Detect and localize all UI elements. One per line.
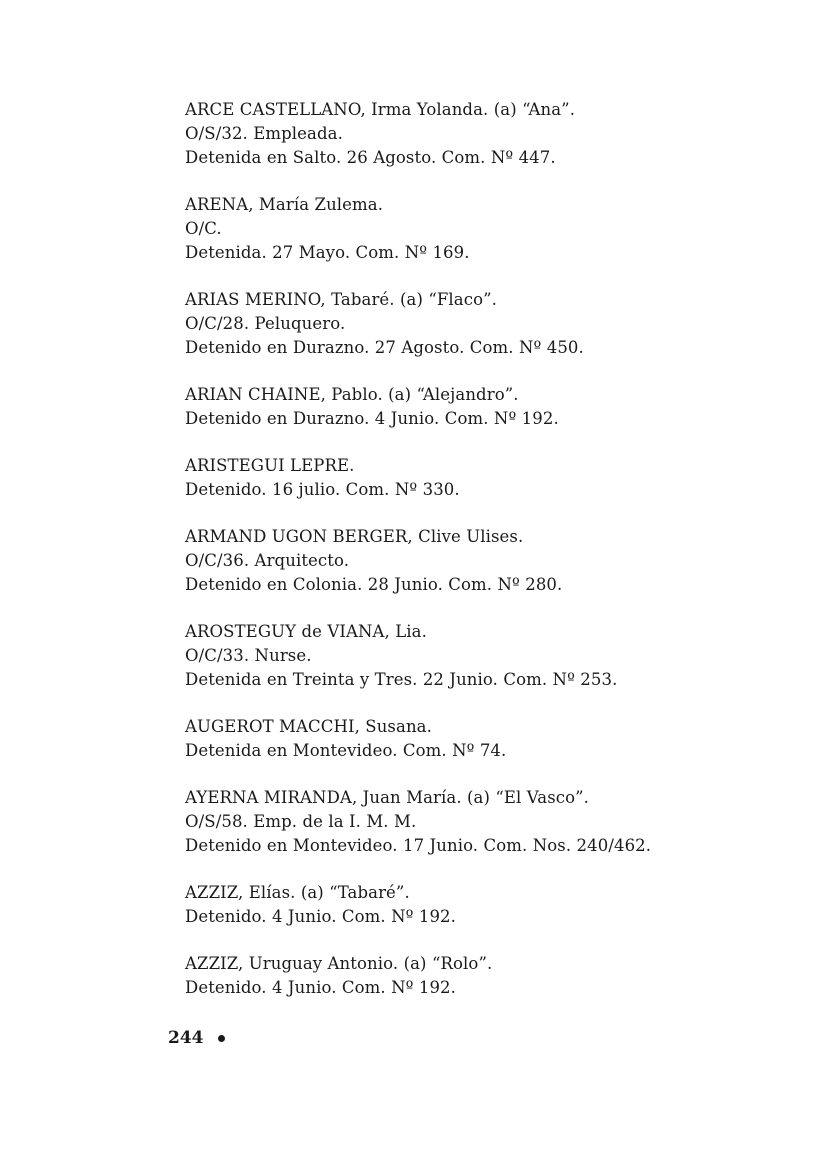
entry-arias-merino xyxy=(185,288,785,360)
entry-detention-line: Detenido en Colonia. 28 Junio. Com. Nº 280. xyxy=(185,575,563,594)
entry-detention-line: Detenida en Salto. 26 Agosto. Com. Nº 447. xyxy=(185,148,556,167)
entry-detention-line: Detenida. 27 Mayo. Com. Nº 169. xyxy=(185,243,470,262)
entry-augerot-macchi xyxy=(185,715,785,763)
entry-detention-line: Detenida en Montevideo. Com. Nº 74. xyxy=(185,741,507,760)
entry-ayerna-miranda xyxy=(185,786,785,858)
entry-name-line: ARISTEGUI LEPRE. xyxy=(185,456,355,475)
page-footer xyxy=(168,1028,225,1048)
entry-name-line: AROSTEGUY de VIANA, Lia. xyxy=(185,622,427,641)
entry-detention-line: Detenido. 16 julio. Com. Nº 330. xyxy=(185,480,460,499)
entry-detail-line: O/C/36. Arquitecto. xyxy=(185,551,350,570)
entry-list xyxy=(185,98,785,1023)
entry-name-line: ARMAND UGON BERGER, Clive Ulises. xyxy=(185,527,524,546)
entry-arian-chaine xyxy=(185,383,785,431)
entry-detention-line: Detenida en Treinta y Tres. 22 Junio. Com. Nº 253. xyxy=(185,670,618,689)
entry-detail-line: O/S/58. Emp. de la I. M. M. xyxy=(185,812,417,831)
entry-name-line: ARENA, María Zulema. xyxy=(185,195,384,214)
entry-arce-castellano xyxy=(185,98,785,170)
entry-azziz-elias xyxy=(185,881,785,929)
entry-name-line: AYERNA MIRANDA, Juan María. (a) “El Vasco”. xyxy=(185,788,590,807)
entry-detail-line: O/C/33. Nurse. xyxy=(185,646,312,665)
entry-detention-line: Detenido. 4 Junio. Com. Nº 192. xyxy=(185,907,456,926)
entry-arena xyxy=(185,193,785,265)
entry-detention-line: Detenido en Montevideo. 17 Junio. Com. Nos. 240/462. xyxy=(185,836,652,855)
entry-name-line: ARIAS MERINO, Tabaré. (a) “Flaco”. xyxy=(185,290,498,309)
entry-name-line: AUGEROT MACCHI, Susana. xyxy=(185,717,432,736)
entry-name-line: ARCE CASTELLANO, Irma Yolanda. (a) “Ana”. xyxy=(185,100,576,119)
entry-detail-line: O/C/28. Peluquero. xyxy=(185,314,346,333)
page-number: 244 xyxy=(168,1028,204,1048)
entry-detention-line: Detenido. 4 Junio. Com. Nº 192. xyxy=(185,978,456,997)
entry-azziz-uruguay xyxy=(185,952,785,1000)
entry-name-line: ARIAN CHAINE, Pablo. (a) “Alejandro”. xyxy=(185,385,519,404)
entry-detail-line: O/S/32. Empleada. xyxy=(185,124,343,143)
entry-armand-ugon-berger xyxy=(185,525,785,597)
bullet-icon xyxy=(218,1035,225,1042)
entry-detention-line: Detenido en Durazno. 4 Junio. Com. Nº 192. xyxy=(185,409,559,428)
entry-detention-line: Detenido en Durazno. 27 Agosto. Com. Nº 450. xyxy=(185,338,584,357)
entry-detail-line: O/C. xyxy=(185,219,222,238)
entry-arosteguy-de-viana xyxy=(185,620,785,692)
entry-name-line: AZZIZ, Uruguay Antonio. (a) “Rolo”. xyxy=(185,954,493,973)
entry-aristegui-lepre xyxy=(185,454,785,502)
entry-name-line: AZZIZ, Elías. (a) “Tabaré”. xyxy=(185,883,410,902)
